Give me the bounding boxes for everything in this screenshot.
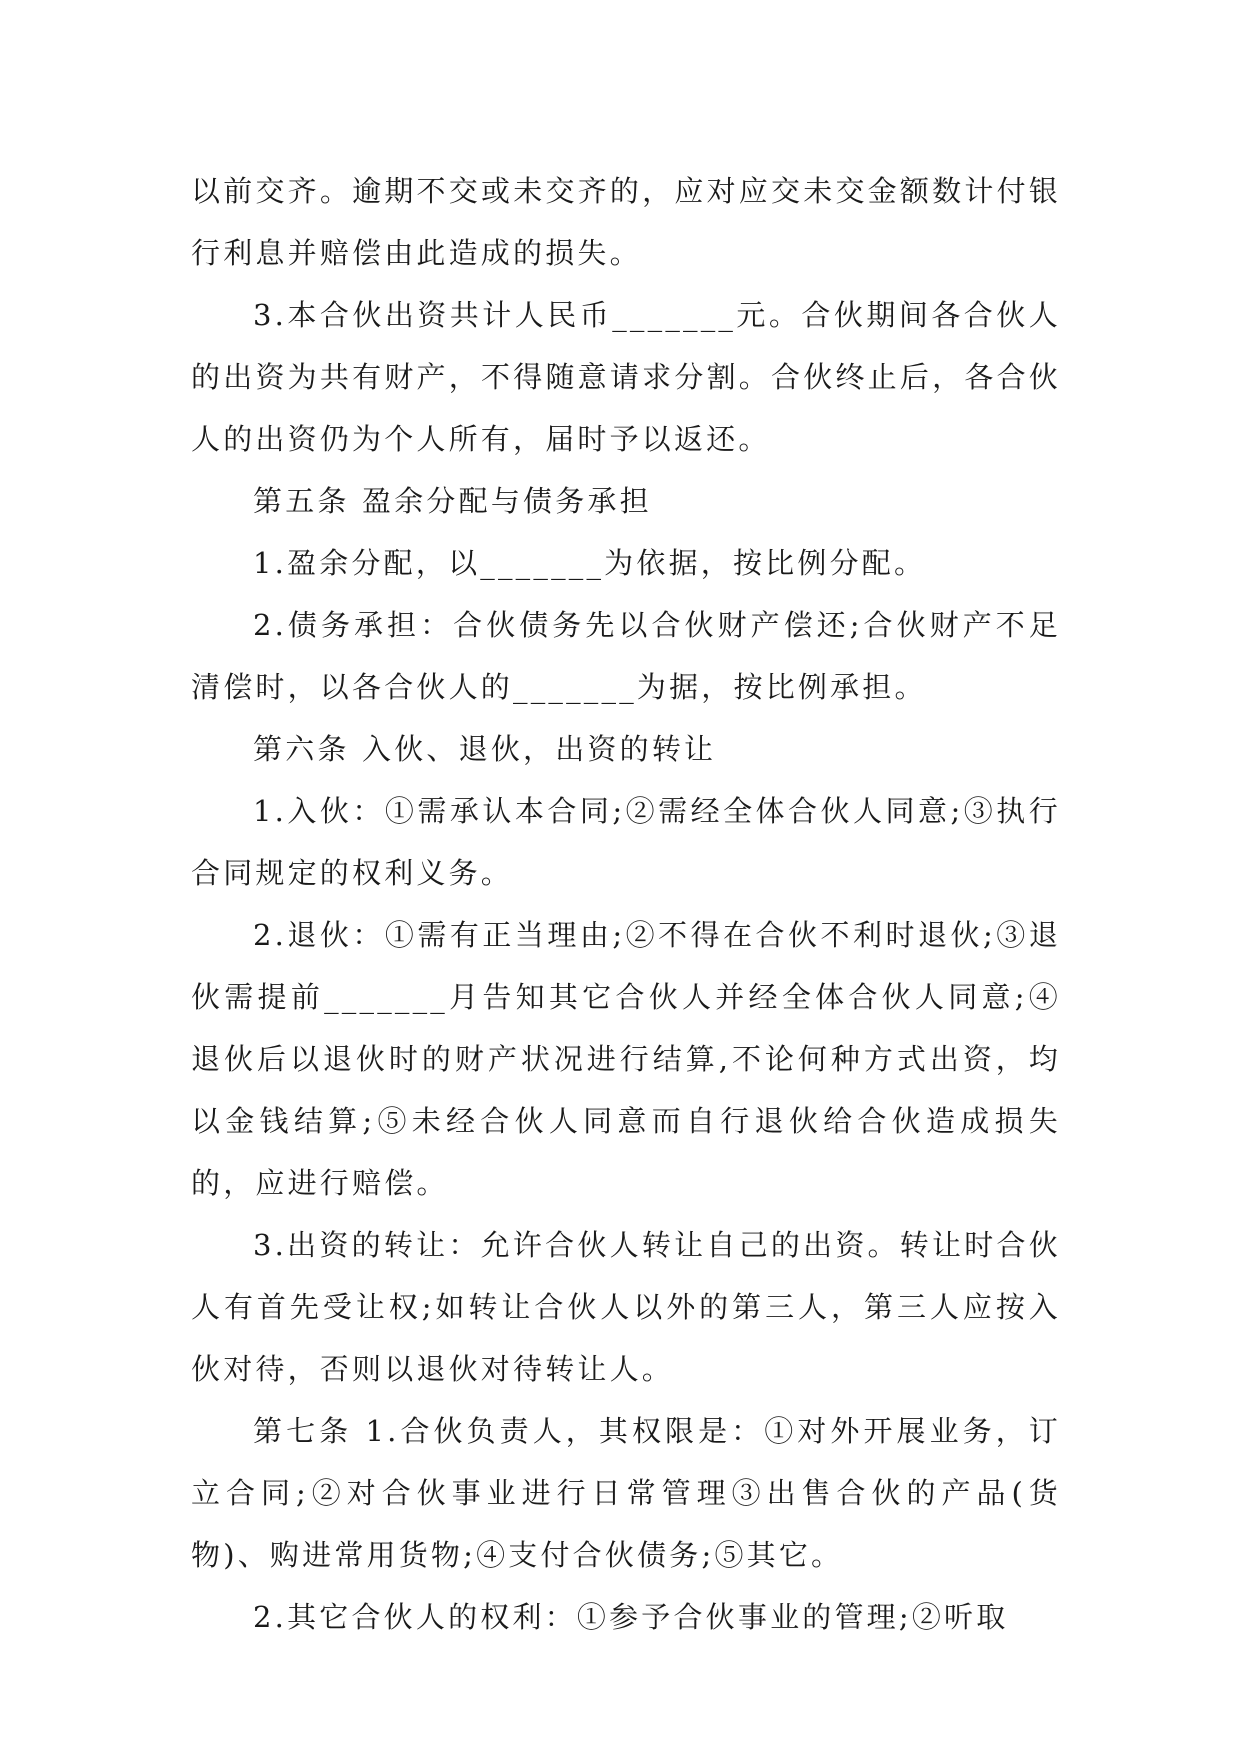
paragraph: 第七条 1.合伙负责人，其权限是：①对外开展业务，订立合同;②对合伙事业进行日常管理③出售合伙的产品(货物)、购进常用货物;④支付合伙债务;⑤其它。 <box>191 1414 1061 1572</box>
paragraph: 3.出资的转让：允许合伙人转让自己的出资。转让时合伙人有首先受让权;如转让合伙人以外的第三人，第三人应按入伙对待，否则以退伙对待转让人。 <box>191 1228 1061 1386</box>
paragraph: 2.债务承担：合伙债务先以合伙财产偿还;合伙财产不足清偿时，以各合伙人的_______为据，按比例承担。 <box>191 608 1061 704</box>
paragraph: 2.退伙：①需有正当理由;②不得在合伙不利时退伙;③退伙需提前_______月告知其它合伙人并经全体合伙人同意;④退伙后以退伙时的财产状况进行结算,不论何种方式出资，均以金钱结算;⑤未经合伙人同意而自行退伙给合伙造成损失的，应进行赔偿。 <box>191 918 1061 1200</box>
section-heading: 第六条 入伙、退伙，出资的转让 <box>253 732 717 766</box>
section-heading: 第五条 盈余分配与债务承担 <box>253 484 652 518</box>
paragraph: 1.入伙：①需承认本合同;②需经全体合伙人同意;③执行合同规定的权利义务。 <box>191 794 1061 890</box>
paragraph: 以前交齐。逾期不交或未交齐的，应对应交未交金额数计付银行利息并赔偿由此造成的损失。 <box>191 174 1061 270</box>
paragraph: 2.其它合伙人的权利：①参予合伙事业的管理;②听取 <box>253 1600 1009 1634</box>
document-body <box>191 160 1061 1648</box>
paragraph: 1.盈余分配，以_______为依据，按比例分配。 <box>253 546 927 580</box>
paragraph: 3.本合伙出资共计人民币_______元。合伙期间各合伙人的出资为共有财产，不得随意请求分割。合伙终止后，各合伙人的出资仍为个人所有，届时予以返还。 <box>191 298 1061 456</box>
